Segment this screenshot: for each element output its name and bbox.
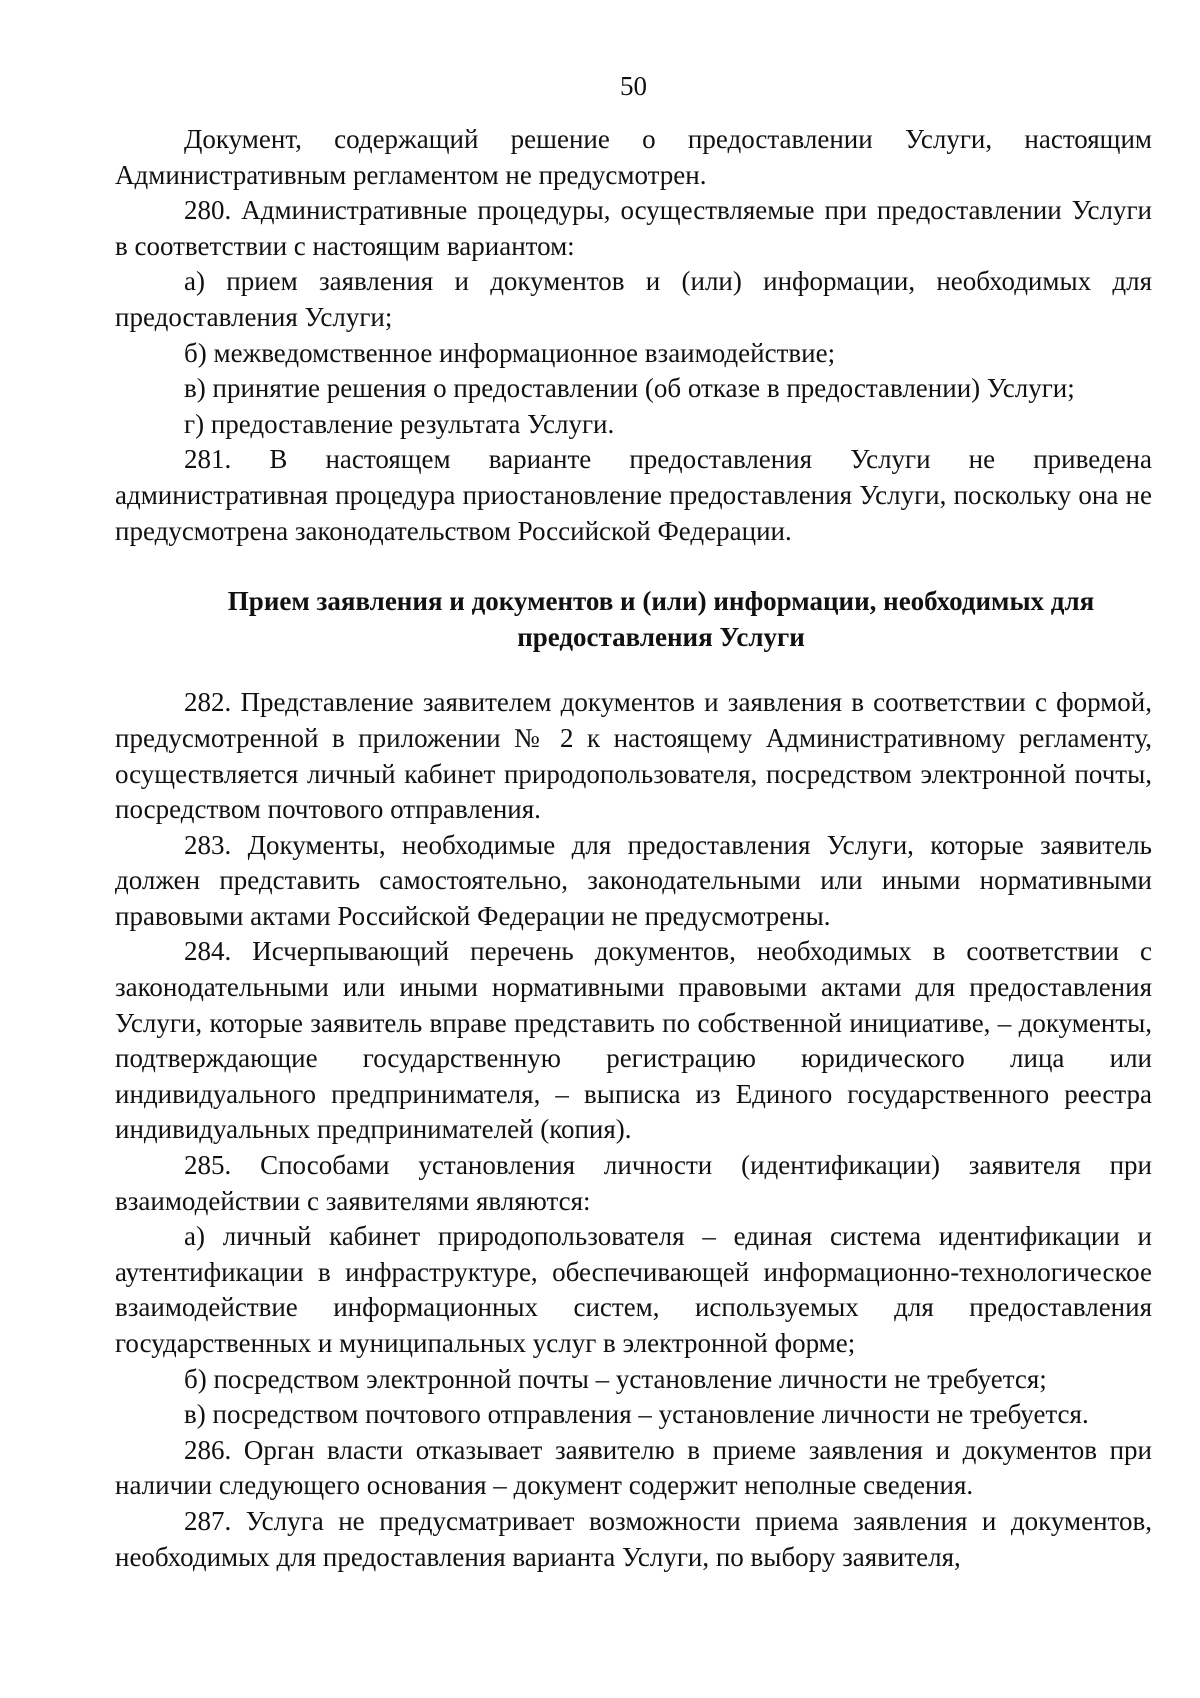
page-number: 50 bbox=[620, 71, 647, 101]
paragraph-285: 285. Способами установления личности (идентификации) заявителя при взаимодействии с заявителями являются: bbox=[115, 1150, 1152, 1216]
list-item-a: а) прием заявления и документов и (или) информации, необходимых для предоставления Услуги; bbox=[115, 266, 1152, 332]
paragraph-283: 283. Документы, необходимые для предоставления Услуги, которые заявитель должен представить самостоятельно, законодательными или иными нормативными правовыми актами Российской Федерации не предусмотрены. bbox=[115, 829, 1152, 931]
list-item-b: б) межведомственное информационное взаимодействие; bbox=[184, 337, 836, 368]
paragraph-decision-document: Документ, содержащий решение о предоставлении Услуги, настоящим Административным регламентом не предусмотрен. bbox=[115, 124, 1152, 190]
list-item-g: г) предоставление результата Услуги. bbox=[184, 408, 615, 439]
paragraph-286: 286. Орган власти отказывает заявителю в приеме заявления и документов при наличии следующего основания – документ содержит неполные сведения. bbox=[115, 1434, 1152, 1501]
paragraph-280: 280. Административные процедуры, осуществляемые при предоставлении Услуги в соответствии с настоящим вариантом: bbox=[115, 195, 1152, 261]
section-heading-line-1: Прием заявления и документов и (или) информации, необходимых для bbox=[227, 586, 1095, 617]
spacer bbox=[115, 655, 1152, 685]
document-body bbox=[115, 122, 1152, 1575]
list-item-285-v: в) посредством почтового отправления – установление личности не требуется. bbox=[184, 1399, 1089, 1430]
section-heading-line-2: предоставления Услуги bbox=[517, 621, 805, 652]
paragraph-284: 284. Исчерпывающий перечень документов, необходимых в соответствии с законодательными или иными нормативными правовыми актами для предоставления Услуги, которые заявитель вправе представить по собственной инициативе, – документы, подтверждающие государственную регистрацию юридического лица или индивидуального предпринимателя, – выписка из Единого государственного реестра индивидуальных предпринимателей (копия). bbox=[115, 936, 1152, 1145]
list-item-285-b: б) посредством электронной почты – установление личности не требуется; bbox=[184, 1363, 1047, 1394]
paragraph-287: 287. Услуга не предусматривает возможности приема заявления и документов, необходимых для предоставления варианта Услуги, по выбору заявителя, bbox=[115, 1505, 1152, 1572]
paragraph-282: 282. Представление заявителем документов и заявления в соответствии с формой, предусмотренной в приложении № 2 к настоящему Административному регламенту, осуществляется личный кабинет природопользователя, посредством электронной почты, посредством почтового отправления. bbox=[115, 687, 1152, 825]
section-heading bbox=[115, 584, 1152, 655]
list-item-v: в) принятие решения о предоставлении (об отказе в предоставлении) Услуги; bbox=[184, 373, 1075, 404]
paragraph-281: 281. В настоящем варианте предоставления Услуги не приведена административная процедура приостановление предоставления Услуги, поскольку она не предусмотрена законодательством Российской Федерации. bbox=[115, 444, 1152, 546]
spacer bbox=[115, 549, 1152, 584]
list-item-285-a: а) личный кабинет природопользователя – единая система идентификации и аутентификации в инфраструктуре, обеспечивающей информационно-технологическое взаимодействие информационных систем, используемых для предоставления государственных и муниципальных услуг в электронной форме; bbox=[115, 1221, 1152, 1358]
